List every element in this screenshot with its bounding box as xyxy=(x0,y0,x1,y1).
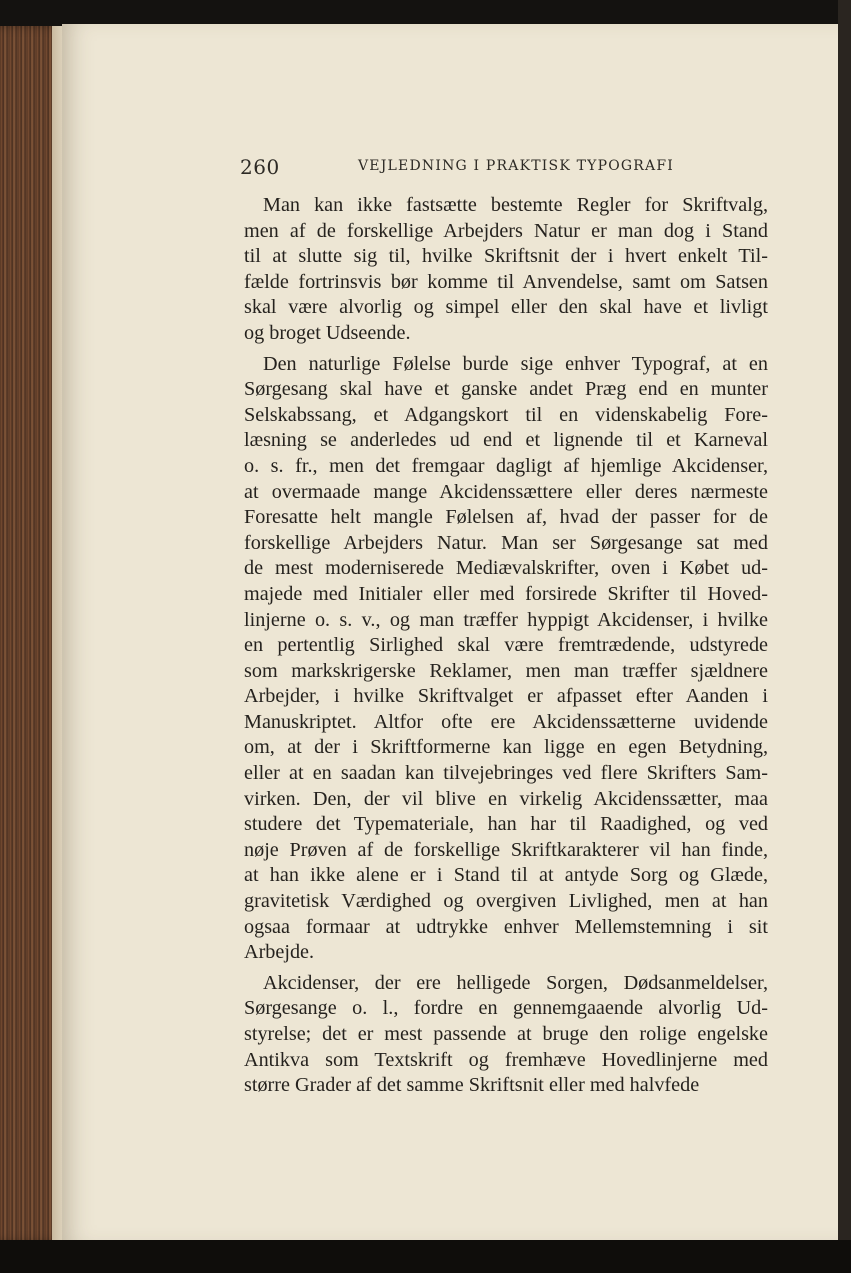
text-line: Sørgesang skal have et ganske andet Præg end en munter xyxy=(244,378,768,401)
text-line: studere det Typemateriale, han har til Raadighed, og ved xyxy=(244,813,768,836)
text-line: Den naturlige Følelse burde sige enhver Typograf, at en xyxy=(263,352,768,375)
book-page-edges xyxy=(0,26,66,1242)
text-line: ogsaa formaar at udtrykke enhver Mellemstemning i sit xyxy=(244,915,768,938)
text-line: eller at en saadan kan tilvejebringes ved flere Skrifters Sam- xyxy=(244,762,768,785)
text-line: virken. Den, der vil blive en virkelig Akcidenssætter, maa xyxy=(244,787,768,810)
text-line: men af de forskellige Arbejders Natur er man dog i Stand xyxy=(244,219,768,242)
paragraph xyxy=(244,352,768,966)
text-line: Foresatte helt mangle Følelsen af, hvad der passer for de xyxy=(244,506,768,529)
text-line: forskellige Arbejders Natur. Man ser Sørgesange sat med xyxy=(244,531,768,554)
text-line: o. s. fr., men det fremgaar dagligt af hjemlige Akcidenser, xyxy=(244,454,768,477)
text-line: større Grader af det samme Skriftsnit eller med halvfede xyxy=(244,1074,700,1097)
scan-right-border xyxy=(838,0,851,1273)
text-line: linjerne o. s. v., og man træffer hyppigt Akcidenser, i hvilke xyxy=(244,608,768,631)
text-line: som markskrigerske Reklamer, men man træffer sjældnere xyxy=(244,659,768,682)
text-line: Arbejde. xyxy=(244,941,315,964)
page-header xyxy=(240,155,768,179)
text-line: at han ikke alene er i Stand til at antyde Sorg og Glæde, xyxy=(244,864,768,887)
text-line: styrelse; det er mest passende at bruge den rolige engelske xyxy=(244,1023,768,1045)
body-text xyxy=(244,193,768,1104)
text-line: de mest moderniserede Mediævalskrifter, oven i Købet ud- xyxy=(244,557,768,580)
scan-bottom-border xyxy=(0,1240,851,1273)
text-line: gravitetisk Værdighed og overgiven Livlighed, men at han xyxy=(244,890,768,913)
page-number: 260 xyxy=(240,155,280,179)
paragraph xyxy=(244,193,768,347)
text-line: og broget Udseende. xyxy=(244,321,411,344)
text-line: skal være alvorlig og simpel eller den skal have et livligt xyxy=(244,296,768,319)
text-line: Arbejder, i hvilke Skriftvalget er afpasset efter Aanden i xyxy=(244,685,768,708)
text-line: til at slutte sig til, hvilke Skriftsnit der i hvert enkelt Til- xyxy=(244,245,768,268)
text-line: Sørgesange o. l., fordre en gennemgaaende alvorlig Ud- xyxy=(244,997,768,1020)
text-line: nøje Prøven af de forskellige Skriftkarakterer vil han finde, xyxy=(244,838,768,861)
text-line: at overmaade mange Akcidenssættere eller deres nærmeste xyxy=(244,480,768,503)
text-line: Manuskriptet. Altfor ofte ere Akcidenssætterne uvidende xyxy=(244,710,768,733)
text-line: Antikva som Textskrift og fremhæve Hovedlinjerne med xyxy=(244,1048,768,1071)
text-line: Selskabssang, et Adgangskort til en videnskabelig Fore- xyxy=(244,403,768,426)
text-line: en pertentlig Sirlighed skal være fremtrædende, udstyrede xyxy=(244,634,768,657)
text-line: Akcidenser, der ere helligede Sorgen, Dødsanmeldelser, xyxy=(263,971,768,994)
text-line: fælde fortrinsvis bør komme til Anvendelse, samt om Satsen xyxy=(244,270,768,293)
text-line: Man kan ikke fastsætte bestemte Regler for Skriftvalg, xyxy=(263,194,768,216)
text-line: om, at der i Skriftformerne kan ligge en egen Betydning, xyxy=(244,736,768,759)
text-line: læsning se anderledes ud end et lignende til et Karneval xyxy=(244,429,768,452)
text-line: majede med Initialer eller med forsirede Skrifter til Hoved- xyxy=(244,582,768,605)
running-head: VEJLEDNING I PRAKTISK TYPOGRAFI xyxy=(358,158,674,174)
scan-top-border xyxy=(0,0,851,26)
paragraph xyxy=(244,971,768,1099)
